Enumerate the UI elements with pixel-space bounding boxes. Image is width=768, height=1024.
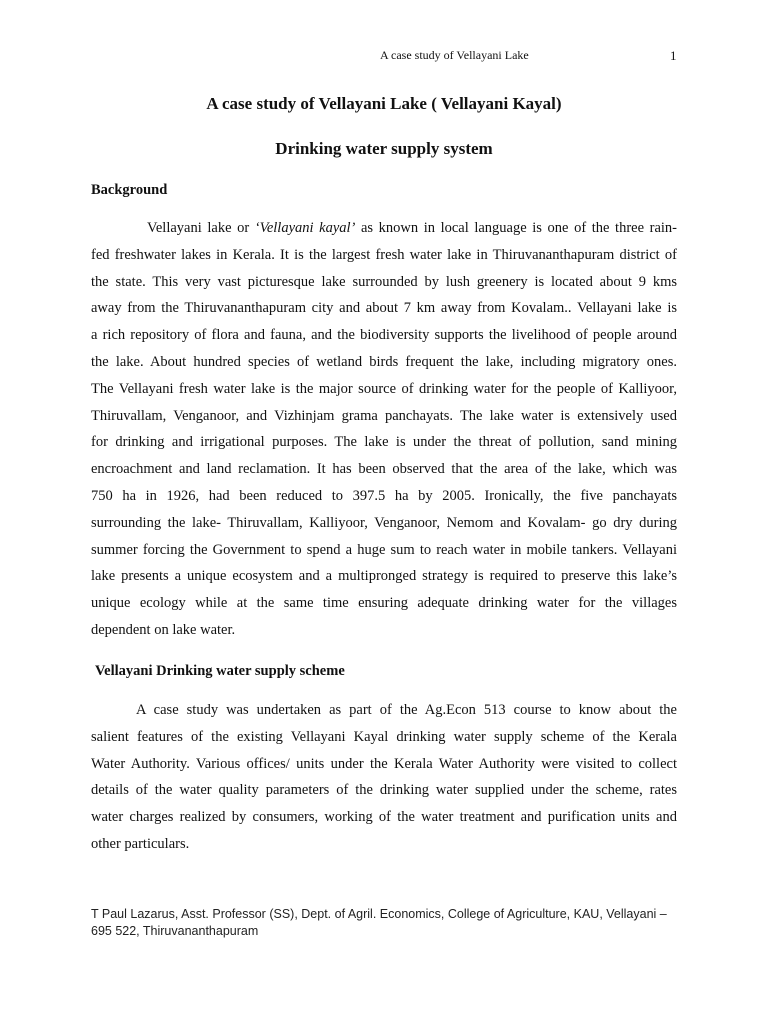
paragraph-line: the lake. About hundred species of wetland birds frequent the lake, including migratory ones. <box>91 353 677 370</box>
paragraph-line: other particulars. <box>91 835 190 852</box>
paragraph-line: summer forcing the Government to spend a huge sum to reach water in mobile tankers. Vellayani <box>91 541 677 558</box>
paragraph-line: water charges realized by consumers, working of the water treatment and purification units and <box>91 809 677 826</box>
paragraph-line: Thiruvallam, Venganoor, and Vizhinjam grama panchayats. The lake water is extensively used <box>91 407 677 424</box>
document-title: A case study of Vellayani Lake ( Vellayani Kayal) <box>206 94 562 113</box>
paragraph-line: lake presents a unique ecosystem and a multipronged strategy is required to preserve this lake’s <box>91 568 677 585</box>
scheme-paragraph <box>91 697 677 858</box>
paragraph-line: away from the Thiruvananthapuram city and about 7 km away from Kovalam.. Vellayani lake is <box>91 300 677 317</box>
paragraph-line: salient features of the existing Vellayani Kayal drinking water supply scheme of the Kerala <box>91 728 677 745</box>
paragraph-line: a rich repository of flora and fauna, and the biodiversity supports the livelihood of people around <box>91 327 677 344</box>
paragraph-line: unique ecology while at the same time ensuring adequate drinking water for the villages <box>91 595 677 612</box>
page-footer <box>91 906 691 940</box>
footer-address-line: 695 522, Thiruvananthapuram <box>91 924 259 938</box>
page-number: 1 <box>670 48 677 63</box>
paragraph-line: fed freshwater lakes in Kerala. It is the largest fresh water lake in Thiruvananthapuram district of <box>91 246 677 263</box>
paragraph-line: 750 ha in 1926, had been reduced to 397.5 ha by 2005. Ironically, the five panchayats <box>91 487 677 504</box>
paragraph-line: dependent on lake water. <box>91 621 236 638</box>
paragraph-line: The Vellayani fresh water lake is the major source of drinking water for the people of Kalliyoor, <box>91 380 677 397</box>
paragraph-line: encroachment and land reclamation. It has been observed that the area of the lake, which was <box>91 461 677 478</box>
section-heading-scheme: Vellayani Drinking water supply scheme <box>95 663 345 679</box>
paragraph-line: the state. This very vast picturesque lake surrounded by lush greenery is located about 9 kms <box>91 273 677 290</box>
background-paragraph <box>91 215 677 644</box>
paragraph-line: A case study was undertaken as part of the Ag.Econ 513 course to know about the <box>136 702 677 718</box>
section-heading-background: Background <box>91 182 168 198</box>
paragraph-line: Water Authority. Various offices/ units under the Kerala Water Authority were visited to collect <box>91 755 677 772</box>
running-head: A case study of Vellayani Lake <box>380 48 529 62</box>
document-subtitle: Drinking water supply system <box>275 139 493 158</box>
paragraph-line: Vellayani lake or ‘Vellayani kayal’ as known in local language is one of the three rain- <box>147 220 677 236</box>
paragraph-line: surrounding the lake- Thiruvallam, Kalliyoor, Venganoor, Nemom and Kovalam- go dry during <box>91 514 677 531</box>
local-name-italic: ‘Vellayani kayal’ <box>254 220 356 236</box>
paragraph-line: details of the water quality parameters of the drinking water supplied under the scheme, rates <box>91 782 677 799</box>
footer-author-line: T Paul Lazarus, Asst. Professor (SS), Dept. of Agril. Economics, College of Agriculture, KAU, Vellayani – <box>91 907 667 921</box>
paragraph-line: for drinking and irrigational purposes. The lake is under the threat of pollution, sand mining <box>91 434 677 451</box>
